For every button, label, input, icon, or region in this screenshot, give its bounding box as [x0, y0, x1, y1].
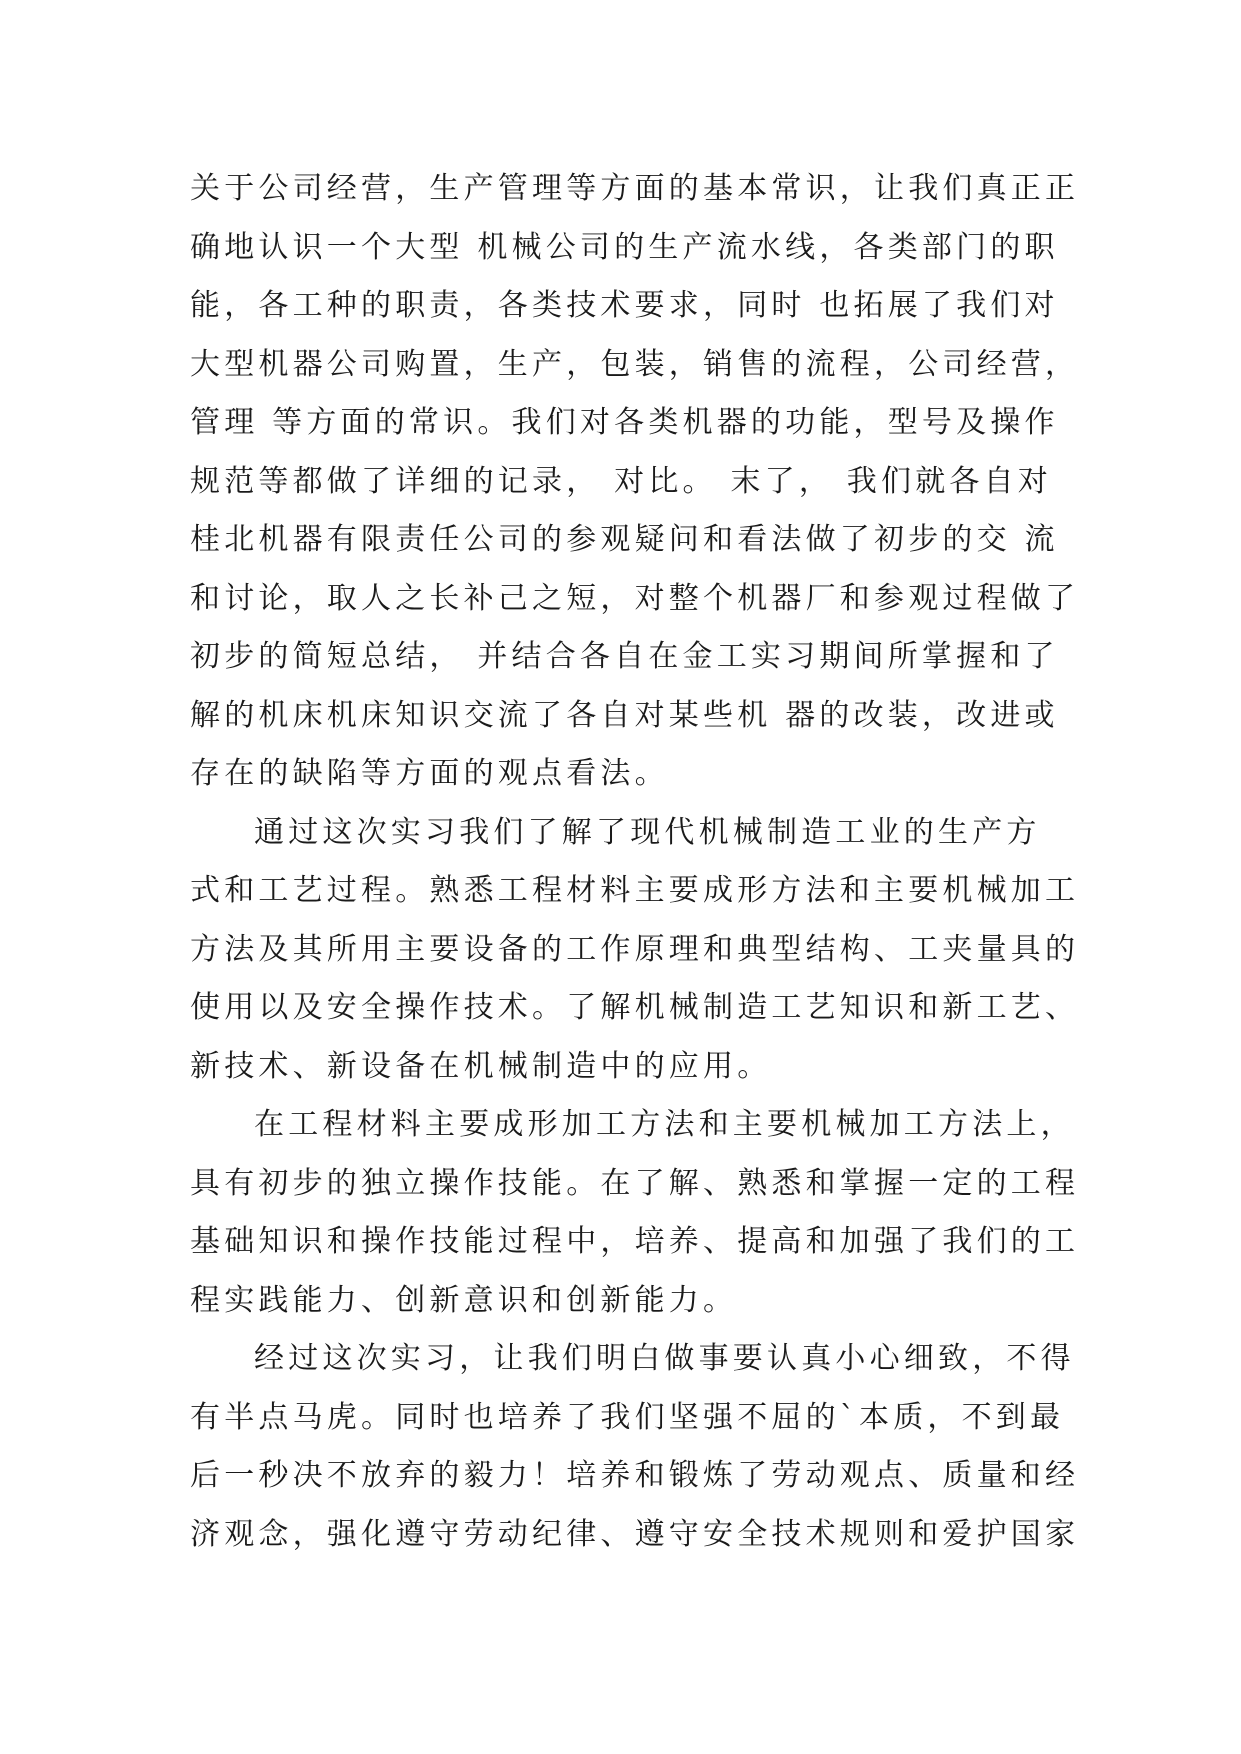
text-line: 桂北机器有限责任公司的参观疑问和看法做了初步的交 流: [190, 522, 1059, 557]
text-line: 新技术、新设备在机械制造中的应用。: [190, 1048, 772, 1084]
text-line: 基础知识和操作技能过程中，培养、提高和加强了我们的工: [190, 1224, 1080, 1259]
text-line: 使用以及安全操作技术。了解机械制造工艺知识和新工艺、: [190, 990, 1080, 1025]
text-line: 式和工艺过程。熟悉工程材料主要成形方法和主要机械加工: [190, 873, 1080, 908]
text-line: 能，各工种的职责，各类技术要求，同时 也拓展了我们对: [190, 288, 1059, 323]
text-line: 初步的简短总结， 并结合各自在金工实习期间所掌握和了: [190, 639, 1059, 674]
text-line: 方法及其所用主要设备的工作原理和典型结构、工夹量具的: [190, 931, 1080, 967]
text-line: 确地认识一个大型 机械公司的生产流水线，各类部门的职: [190, 229, 1059, 265]
body-text: [190, 160, 1080, 1564]
text-line: 有半点马虎。同时也培养了我们坚强不屈的`本质，不到最: [190, 1399, 1065, 1435]
text-line: 解的机床机床知识交流了各自对某些机 器的改装，改进或: [190, 697, 1059, 733]
text-line: 存在的缺陷等方面的观点看法。: [190, 756, 669, 791]
text-line: 济观念，强化遵守劳动纪律、遵守安全技术规则和爱护国家: [190, 1516, 1080, 1552]
paragraph-first-line: 通过这次实习我们了解了现代机械制造工业的生产方: [254, 814, 1041, 850]
text-line: 大型机器公司购置，生产，包装，销售的流程，公司经营，: [190, 346, 1080, 382]
text-line: 和讨论，取人之长补己之短，对整个机器厂和参观过程做了: [190, 580, 1080, 616]
text-line: 程实践能力、创新意识和创新能力。: [190, 1282, 738, 1318]
text-line: 后一秒决不放弃的毅力！培养和锻炼了劳动观点、质量和经: [190, 1458, 1080, 1493]
text-line: 具有初步的独立操作技能。在了解、熟悉和掌握一定的工程: [190, 1165, 1080, 1201]
text-line: 关于公司经营，生产管理等方面的基本常识，让我们真正正: [190, 171, 1080, 206]
paragraph-first-line: 经过这次实习，让我们明白做事要认真小心细致，不得: [254, 1341, 1075, 1376]
paragraph-first-line: 在工程材料主要成形加工方法和主要机械加工方法上，: [254, 1107, 1075, 1142]
text-line: 规范等都做了详细的记录， 对比。 末了， 我们就各自对: [190, 463, 1053, 499]
text-line: 管理 等方面的常识。我们对各类机器的功能，型号及操作: [190, 405, 1059, 440]
